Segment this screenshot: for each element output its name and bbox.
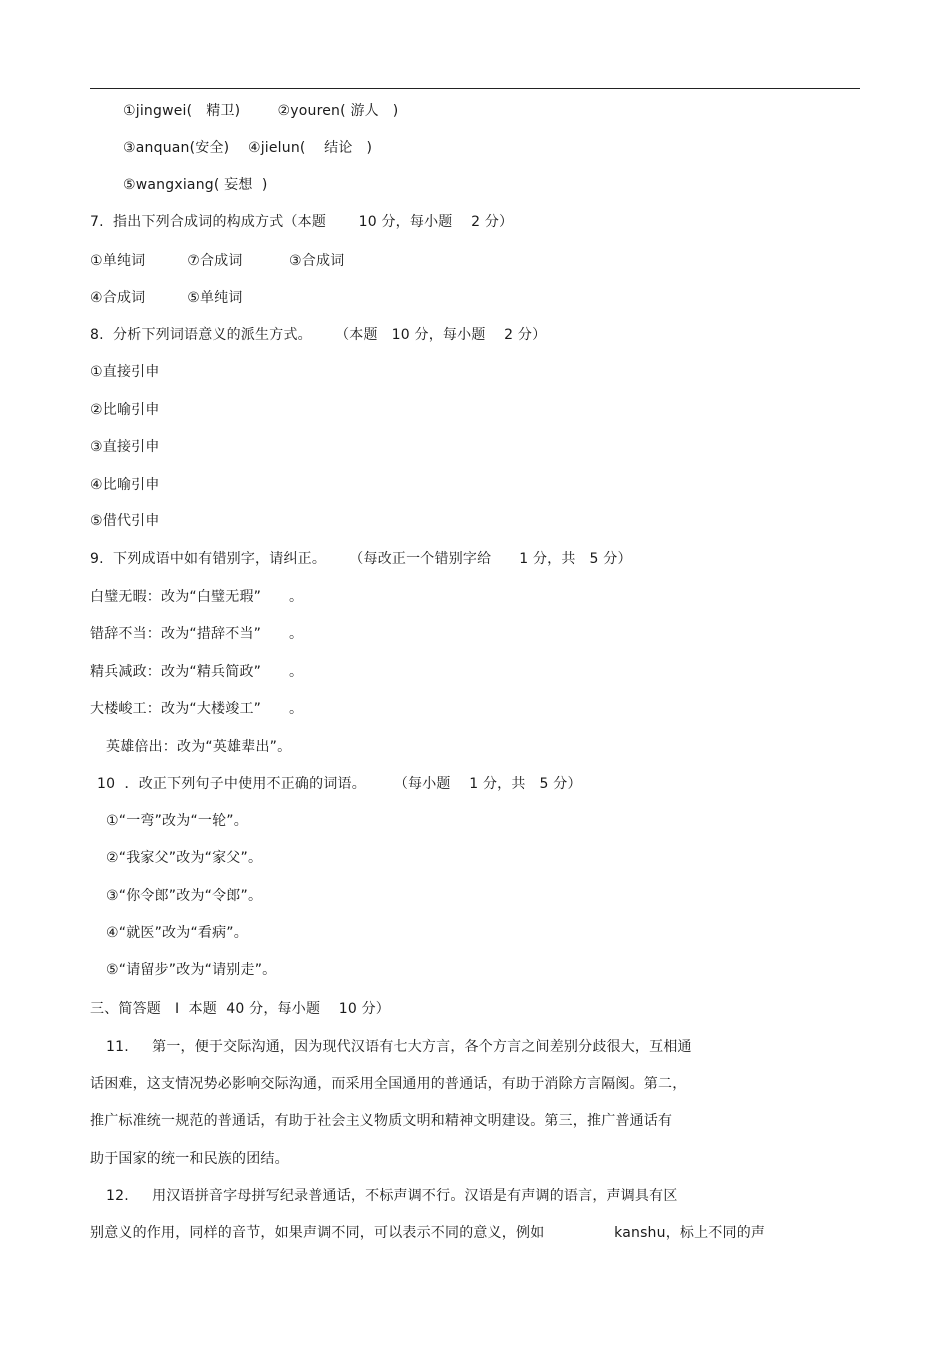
question-7-heading: 7. 指出下列合成词的构成方式（本题 10 分，每小题 2 分）	[90, 214, 514, 230]
answer-8-item-3: ③直接引申	[90, 439, 160, 455]
answer-11-line-3: 推广标准统一规范的普通话，有助于社会主义物质文明和精神文明建设。第三，推广普通话有	[90, 1113, 673, 1129]
question-9-heading: 9. 下列成语中如有错别字，请纠正。 （每改正一个错别字给 1 分，共 5 分）	[90, 551, 632, 567]
question-8-heading: 8. 分析下列词语意义的派生方式。 （本题 10 分，每小题 2 分）	[90, 327, 547, 343]
answer-12-line-2: 别意义的作用，同样的音节，如果声调不同，可以表示不同的意义，例如 kanshu，标上不同的声	[90, 1225, 766, 1241]
answer-9-item-1: 白璧无暇：改为“白璧无瑕” 。	[90, 589, 304, 605]
answer-8-item-4: ④比喻引申	[90, 477, 160, 493]
answer-10-item-2: ②“我家父”改为“家父”。	[106, 850, 263, 866]
answer-8-item-5: ⑤借代引申	[90, 513, 160, 529]
answer-7-line-2: ④合成词 ⑤单纯词	[90, 290, 243, 306]
answer-10-item-1: ①“一弯”改为“一轮”。	[106, 813, 248, 829]
question-10-heading: 10 ．改正下列句子中使用不正确的词语。 （每小题 1 分，共 5 分）	[97, 776, 582, 792]
section-3-heading: 三、简答题 I 本题 40 分，每小题 10 分）	[90, 1001, 391, 1017]
answer-11-line-4: 助于国家的统一和民族的团结。	[90, 1151, 289, 1167]
answer-10-item-4: ④“就医”改为“看病”。	[106, 925, 248, 941]
answer-9-item-4: 大楼峻工：改为“大楼竣工” 。	[90, 701, 304, 717]
answer-9-item-2: 错辞不当：改为“措辞不当” 。	[90, 626, 304, 642]
answer-7-line-1: ①单纯词 ⑦合成词 ③合成词	[90, 253, 345, 269]
answer-8-item-1: ①直接引申	[90, 364, 160, 380]
answer-12-line-1: 12. 用汉语拼音字母拼写纪录普通话，不标声调不行。汉语是有声调的语言，声调具有区	[106, 1188, 678, 1204]
answer-10-item-5: ⑤“请留步”改为“请别走”。	[106, 962, 277, 978]
answer-10-item-3: ③“你令郎”改为“令郎”。	[106, 888, 263, 904]
header-rule	[90, 88, 860, 89]
answer-8-item-2: ②比喻引申	[90, 402, 160, 418]
answer-11-line-2: 话困难，这支情况势必影响交际沟通，而采用全国通用的普通话，有助于消除方言隔阂。第二，	[90, 1076, 687, 1092]
text-line-pinyin-2: ③anquan(安全) ④jielun( 结论 )	[123, 140, 373, 156]
text-line-pinyin-1: ①jingwei( 精卫) ②youren( 游人 )	[123, 103, 399, 119]
answer-9-item-5: 英雄倍出：改为“英雄辈出”。	[106, 739, 292, 755]
text-line-pinyin-3: ⑤wangxiang( 妄想 )	[123, 177, 268, 193]
answer-11-line-1: 11. 第一，便于交际沟通，因为现代汉语有七大方言，各个方言之间差别分歧很大，互相通	[106, 1039, 692, 1055]
answer-9-item-3: 精兵减政：改为“精兵简政” 。	[90, 664, 304, 680]
